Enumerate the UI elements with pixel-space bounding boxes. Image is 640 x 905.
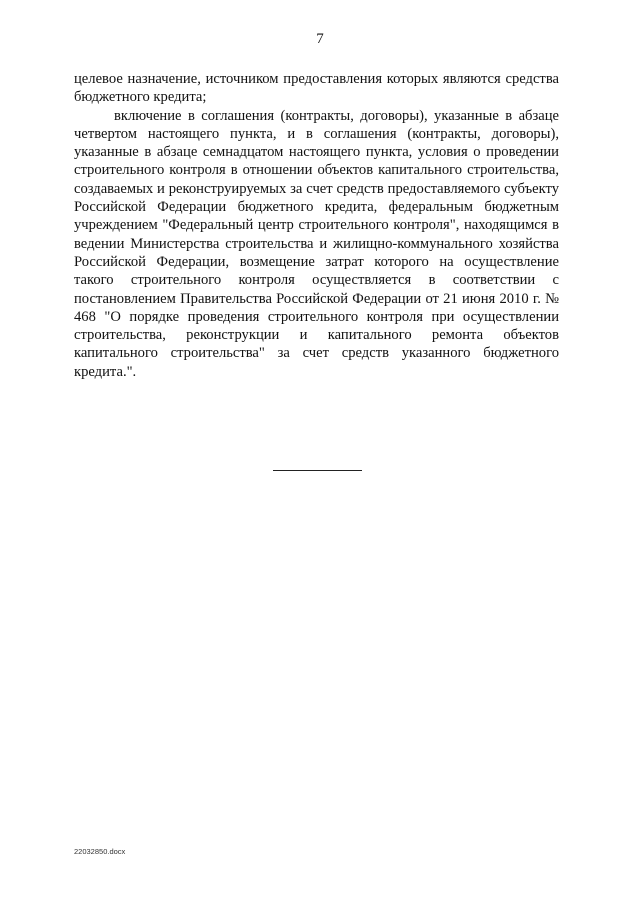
document-body: [74, 70, 559, 381]
document-footer-filename: 22032850.docx: [74, 847, 126, 856]
paragraph-1: целевое назначение, источником предоставления которых являются средства бюджетного кредита;: [74, 71, 559, 106]
end-separator-line: [273, 470, 362, 471]
paragraph-2: включение в соглашения (контракты, договоры), указанные в абзаце четвертом настоящего пункта, и в соглашения (контракты, договоры), указанные в абзаце семнадцатом настоящего пункта, условия о проведении строительного контроля в отношении объектов капитального строительства, создаваемых и реконструируемых за счет средств предоставляемого субъекту Российской Федерации бюджетного кредита, федеральным бюджетным учреждением "Федеральный центр строительного контроля", находящимся в ведении Министерства строительства и жилищно-коммунального хозяйства Российской Федерации, возмещение затрат которого на осуществление такого строительного контроля осуществляется в соответствии с постановлением Правительства Российской Федерации от 21 июня 2010 г. № 468 "О порядке проведения строительного контроля при осуществлении строительства, реконструкции и капитального ремонта объектов капитального строительства" за счет средств указанного бюджетного кредита.".: [74, 107, 559, 380]
page-number: 7: [316, 31, 324, 47]
